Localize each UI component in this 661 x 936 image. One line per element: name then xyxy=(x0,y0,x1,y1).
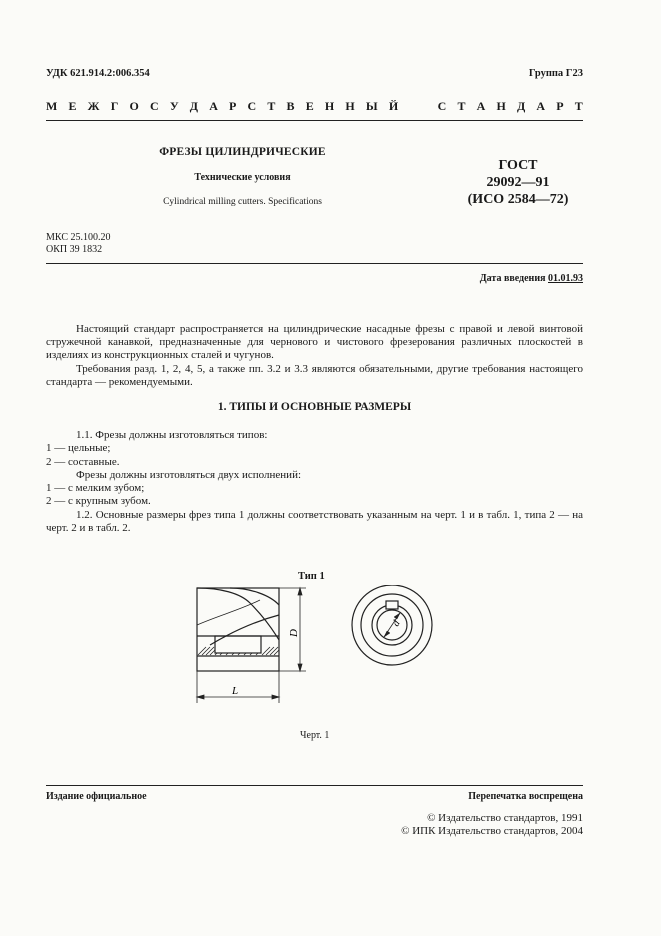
dimension-d-label: d xyxy=(390,618,403,629)
interstate-standard-banner xyxy=(46,99,583,114)
iso-number: (ИСО 2584—72) xyxy=(467,192,569,207)
list-item: Фрезы должны изготовляться двух исполнений: xyxy=(76,468,302,481)
introduction-date xyxy=(480,273,583,284)
list-item: 1.1. Фрезы должны изготовляться типов: xyxy=(76,429,268,441)
group-code: Группа Г23 xyxy=(528,68,583,79)
banner-letter xyxy=(423,99,426,114)
list-item: 1 — цельные; xyxy=(46,442,111,455)
list-item: 2 — составные. xyxy=(46,455,120,468)
intro-date-value: 01.01.93 xyxy=(548,273,583,284)
title-block xyxy=(120,146,365,207)
banner-letter: Ж xyxy=(87,99,100,113)
copyright-block xyxy=(401,812,583,837)
figure-caption: Черт. 1 xyxy=(300,730,330,741)
banner-letter: Н xyxy=(345,99,355,113)
banner-letter: Д xyxy=(516,99,526,113)
document-title: ФРЕЗЫ ЦИЛИНДРИЧЕСКИЕ xyxy=(159,146,326,158)
banner-letter: С xyxy=(437,99,447,113)
section-items xyxy=(46,429,583,535)
banner-letter: Е xyxy=(68,99,77,113)
banner-letter: Ы xyxy=(365,99,378,113)
banner-letter: А xyxy=(536,99,546,113)
copyright-line: © ИПК Издательство стандартов, 2004 xyxy=(401,824,583,837)
banner-letter: Е xyxy=(305,99,314,113)
cutter-front-view xyxy=(352,585,432,665)
list-item: 1 — с мелким зубом; xyxy=(46,482,145,495)
banner-letter: М xyxy=(46,99,58,113)
banner-letter: У xyxy=(169,99,179,113)
classification-codes xyxy=(46,232,110,256)
banner-letter: А xyxy=(476,99,486,113)
banner-letter: В xyxy=(286,99,295,113)
footer-rule xyxy=(46,785,583,786)
list-item: 2 — с крупным зубом. xyxy=(46,495,151,508)
copyright-line: © Издательство стандартов, 1991 xyxy=(427,812,583,824)
banner-letter: Р xyxy=(556,99,564,113)
intro-date-label: Дата введения xyxy=(479,273,548,284)
cutter-drawing xyxy=(180,585,460,715)
banner-letter: О xyxy=(129,99,139,113)
banner-letter: С xyxy=(247,99,257,113)
banner-letter: Р xyxy=(229,99,237,113)
dimension-D-label: D xyxy=(288,629,300,637)
intro-paragraph: Требования разд. 1, 2, 4, 5, а также пп. 3.2 и 3.3 являются обязательными, другие требования настоящего стандарта — рекомендуемыми. xyxy=(46,362,583,388)
banner-letter: С xyxy=(149,99,159,113)
list-item: 1.2. Основные размеры фрез типа 1 должны соответствовать указанным на черт. 1 и в табл. 1, типа 2 — на черт. 2 и в табл. 2. xyxy=(46,508,583,535)
udk-code: УДК 621.914.2:006.354 xyxy=(46,68,150,79)
banner-letter: Н xyxy=(324,99,335,113)
banner-letter: Г xyxy=(110,99,119,113)
mks-code: МКС 25.100.20 xyxy=(46,232,111,243)
dimension-L-label: L xyxy=(232,685,239,697)
banner-letter: Й xyxy=(388,99,399,113)
section-heading: 1. ТИПЫ И ОСНОВНЫЕ РАЗМЕРЫ xyxy=(217,401,412,413)
banner-letter: Н xyxy=(496,99,506,113)
figure-type-label: Тип 1 xyxy=(298,571,325,582)
cutter-side-view xyxy=(197,588,279,671)
gost-number: 29092—91 xyxy=(486,175,550,190)
banner-letter: А xyxy=(209,99,218,113)
banner-letter: Т xyxy=(457,99,466,113)
document-subtitle: Технические условия xyxy=(194,172,291,183)
intro-paragraph: Настоящий стандарт распространяется на цилиндрические насадные фрезы с правой и левой винтовой стружечной канавкой, предназначенные для чернового и чистового фрезерования различных плоскостей в изделиях из конструкционных сталей и чугунов. xyxy=(46,323,583,362)
okp-code: ОКП 39 1832 xyxy=(46,244,103,255)
official-edition-note: Издание официальное xyxy=(46,791,147,802)
banner-letter: Т xyxy=(267,99,276,113)
intro-text xyxy=(46,323,583,389)
header-rule xyxy=(46,120,583,121)
banner-letter: Д xyxy=(189,99,199,113)
hatching xyxy=(198,647,279,655)
gost-label: ГОСТ xyxy=(498,158,538,173)
gost-number-block xyxy=(448,157,588,208)
banner-letter xyxy=(409,99,412,114)
banner-letter: Т xyxy=(574,99,583,113)
title-rule xyxy=(46,263,583,264)
english-title: Cylindrical milling cutters. Specifications xyxy=(163,197,322,207)
reprint-prohibited-note: Перепечатка воспрещена xyxy=(468,791,583,802)
